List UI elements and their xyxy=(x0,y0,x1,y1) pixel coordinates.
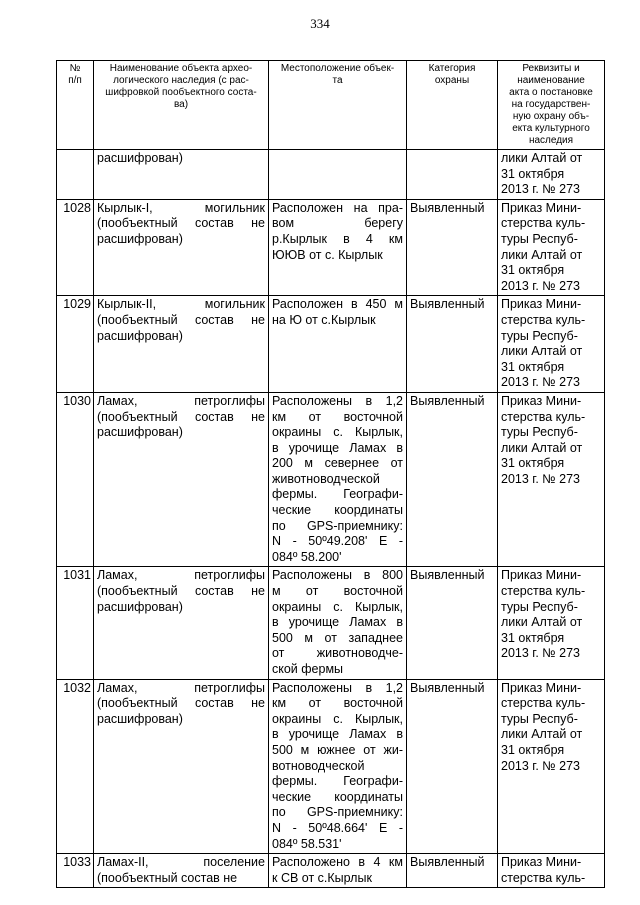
location-line: 084º 58.531' xyxy=(272,836,342,851)
details-line: Приказ Мини- xyxy=(501,855,582,870)
details-line: Приказ Мини- xyxy=(501,680,582,695)
details-line: стерства куль- xyxy=(501,409,586,424)
name-line: расшифрован) xyxy=(97,328,183,343)
location-line: 084º 58.200' xyxy=(272,549,342,564)
act-details-cell xyxy=(498,854,605,888)
header-line: Местоположение объек- xyxy=(280,63,395,74)
act-details-cell xyxy=(498,567,605,679)
protection-category-cell: Выявленный xyxy=(407,392,498,567)
name-line: Ламах, петроглифы xyxy=(97,568,265,583)
location-line: к СВ от с.Кырлык xyxy=(272,870,372,885)
location-cell xyxy=(269,392,407,567)
name-line: (пообъектный состав не xyxy=(97,870,238,885)
heritage-objects-table xyxy=(56,60,605,888)
name-line: Ламах-II, поселение xyxy=(97,855,265,870)
header-line: екта культурного xyxy=(512,123,590,134)
name-line: (пообъектный состав не xyxy=(97,696,265,711)
details-line: туры Респуб- xyxy=(501,599,578,614)
row-number: 1031 xyxy=(57,567,94,679)
table-row xyxy=(57,199,605,296)
row-number: 1029 xyxy=(57,296,94,393)
location-line: Расположены в 800 xyxy=(272,568,403,583)
location-line: на Ю от с.Кырлык xyxy=(272,312,376,327)
details-line: лики Алтай от xyxy=(501,344,583,359)
object-name-cell xyxy=(94,567,269,679)
details-line: 31 октября xyxy=(501,742,565,757)
header-location xyxy=(269,61,407,150)
protection-category-cell: Выявленный xyxy=(407,199,498,296)
details-line: 2013 г. № 273 xyxy=(501,375,580,390)
header-line: ную охрану объ- xyxy=(512,111,590,122)
header-line: наследия xyxy=(528,135,574,146)
location-line: окраины с. Кырлык, xyxy=(272,599,403,614)
details-line: стерства куль- xyxy=(501,696,586,711)
location-line: в урочище Ламах в xyxy=(272,727,403,742)
location-cell xyxy=(269,150,407,200)
details-line: 2013 г. № 273 xyxy=(501,646,580,661)
table-row xyxy=(57,150,605,200)
header-line: охраны xyxy=(434,75,470,86)
page-number: 334 xyxy=(310,16,330,31)
header-act-details xyxy=(498,61,605,150)
header-number xyxy=(57,61,94,150)
header-line: логического наследия (с рас- xyxy=(113,75,249,86)
details-line: лики Алтай от xyxy=(501,151,583,165)
location-line: Расположен на пра- xyxy=(272,200,403,215)
header-protection-category xyxy=(407,61,498,150)
object-name-cell xyxy=(94,679,269,854)
details-line: Приказ Мини- xyxy=(501,568,582,583)
name-line: расшифрован) xyxy=(97,711,183,726)
table-row xyxy=(57,296,605,393)
row-number: 1028 xyxy=(57,199,94,296)
object-name-cell xyxy=(94,199,269,296)
table-row xyxy=(57,854,605,888)
location-line: км от восточной xyxy=(272,409,403,424)
name-line: (пообъектный состав не xyxy=(97,216,265,231)
location-line: Расположен в 450 м xyxy=(272,297,403,312)
details-line: 31 октября xyxy=(501,166,565,181)
location-line: фермы. Географи- xyxy=(272,487,403,502)
details-line: туры Респуб- xyxy=(501,231,578,246)
name-line: (пообъектный состав не xyxy=(97,312,265,327)
location-cell xyxy=(269,679,407,854)
details-line: туры Респуб- xyxy=(501,711,578,726)
details-line: 2013 г. № 273 xyxy=(501,278,580,293)
location-line: N - 50º48.664' E - xyxy=(272,820,403,835)
name-line: расшифрован) xyxy=(97,425,183,440)
location-line: в урочище Ламах в xyxy=(272,615,403,630)
table-header-row xyxy=(57,61,605,150)
location-line: ской фермы xyxy=(272,662,344,676)
header-line: Наименование объекта архео- xyxy=(109,63,253,74)
header-line: Категория xyxy=(428,63,476,74)
act-details-cell xyxy=(498,199,605,296)
row-number xyxy=(57,150,94,200)
header-line: акта о постановке xyxy=(509,87,593,98)
name-line: Ламах, петроглифы xyxy=(97,680,265,695)
row-number: 1030 xyxy=(57,392,94,567)
act-details-cell xyxy=(498,296,605,393)
protection-category-cell: Выявленный xyxy=(407,296,498,393)
details-line: 2013 г. № 273 xyxy=(501,471,580,486)
details-line: лики Алтай от xyxy=(501,727,583,742)
details-line: туры Респуб- xyxy=(501,425,578,440)
details-line: лики Алтай от xyxy=(501,247,583,262)
name-line: Кырлык-II, могильник xyxy=(97,297,265,312)
location-line: окраины с. Кырлык, xyxy=(272,711,403,726)
location-line: от животноводче- xyxy=(272,646,403,661)
details-line: 31 октября xyxy=(501,456,565,471)
act-details-cell xyxy=(498,679,605,854)
location-line: вотноводческой xyxy=(272,758,365,773)
details-line: 31 октября xyxy=(501,263,565,278)
name-line: расшифрован) xyxy=(97,599,183,614)
details-line: 2013 г. № 273 xyxy=(501,182,580,197)
object-name-cell xyxy=(94,150,269,200)
object-name-cell xyxy=(94,854,269,888)
location-line: Расположены в 1,2 xyxy=(272,680,403,695)
location-cell xyxy=(269,296,407,393)
location-line: ческие координаты xyxy=(272,789,403,804)
act-details-cell xyxy=(498,392,605,567)
location-line: в урочище Ламах в xyxy=(272,440,403,455)
header-object-name xyxy=(94,61,269,150)
details-line: стерства куль- xyxy=(501,870,586,885)
details-line: 2013 г. № 273 xyxy=(501,758,580,773)
header-line: наименование xyxy=(517,75,585,86)
location-cell xyxy=(269,199,407,296)
details-line: стерства куль- xyxy=(501,584,586,599)
details-line: стерства куль- xyxy=(501,216,586,231)
location-line: 500 м южнее от жи- xyxy=(272,742,403,757)
details-line: лики Алтай от xyxy=(501,440,583,455)
header-line: Реквизиты и xyxy=(522,63,580,74)
location-cell xyxy=(269,854,407,888)
location-line: окраины с. Кырлык, xyxy=(272,425,403,440)
header-line: ва) xyxy=(173,99,189,110)
location-cell xyxy=(269,567,407,679)
table-row xyxy=(57,679,605,854)
location-line: вом берегу xyxy=(272,216,403,231)
name-line: (пообъектный состав не xyxy=(97,584,265,599)
details-line: туры Респуб- xyxy=(501,328,578,343)
protection-category-cell xyxy=(407,150,498,200)
location-line: Расположены в 1,2 xyxy=(272,393,403,408)
protection-category-cell: Выявленный xyxy=(407,567,498,679)
details-line: 31 октября xyxy=(501,630,565,645)
location-line: по GPS-приемнику: xyxy=(272,518,403,533)
name-line: Ламах, петроглифы xyxy=(97,393,265,408)
row-number: 1032 xyxy=(57,679,94,854)
table-row xyxy=(57,392,605,567)
name-line: расшифрован) xyxy=(97,151,183,165)
header-line: та xyxy=(332,75,343,86)
header-line: № xyxy=(69,63,81,74)
object-name-cell xyxy=(94,296,269,393)
protection-category-cell: Выявленный xyxy=(407,679,498,854)
location-line: р.Кырлык в 4 км xyxy=(272,231,403,246)
details-line: Приказ Мини- xyxy=(501,393,582,408)
location-line: Расположено в 4 км xyxy=(272,855,403,870)
location-line: 200 м севернее от xyxy=(272,456,403,471)
location-line: фермы. Географи- xyxy=(272,774,403,789)
location-line: км от восточной xyxy=(272,696,403,711)
location-line: ЮЮВ от с. Кырлык xyxy=(272,247,383,262)
header-line: п/п xyxy=(68,75,82,86)
row-number: 1033 xyxy=(57,854,94,888)
location-line: по GPS-приемнику: xyxy=(272,805,403,820)
header-line: шифровкой пообъектного соста- xyxy=(105,87,257,98)
details-line: Приказ Мини- xyxy=(501,297,582,312)
details-line: Приказ Мини- xyxy=(501,200,582,215)
location-line: ческие координаты xyxy=(272,503,403,518)
location-line: 500 м от западнее xyxy=(272,630,403,645)
details-line: стерства куль- xyxy=(501,312,586,327)
location-line: N - 50º49.208' E - xyxy=(272,534,403,549)
header-line: на государствен- xyxy=(511,99,591,110)
name-line: (пообъектный состав не xyxy=(97,409,265,424)
name-line: расшифрован) xyxy=(97,231,183,246)
act-details-cell xyxy=(498,150,605,200)
details-line: лики Алтай от xyxy=(501,615,583,630)
location-line: м от восточной xyxy=(272,584,403,599)
object-name-cell xyxy=(94,392,269,567)
location-line: животноводческой xyxy=(272,471,380,486)
name-line: Кырлык-I, могильник xyxy=(97,200,265,215)
protection-category-cell: Выявленный xyxy=(407,854,498,888)
details-line: 31 октября xyxy=(501,359,565,374)
table-row xyxy=(57,567,605,679)
